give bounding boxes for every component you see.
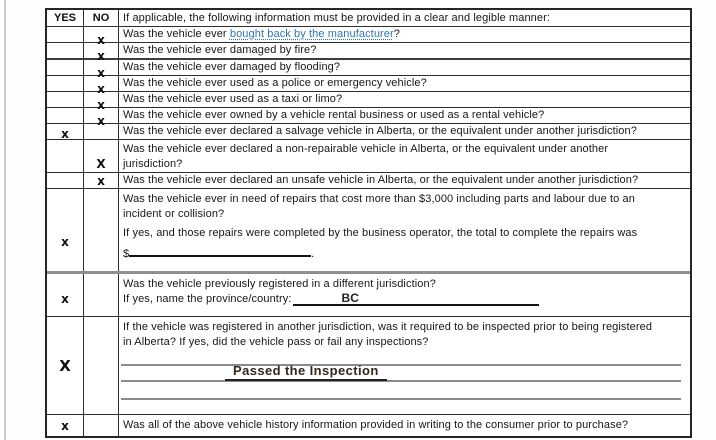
no-checkbox-cell[interactable] (84, 27, 119, 47)
question-text: Was the vehicle ever declared a salvage vehicle in Alberta, or the equivalent under another jurisdiction? (123, 125, 637, 137)
question-text: Was the vehicle ever used as a police or emergency vehicle? (123, 77, 427, 89)
header-instruction: If applicable, the following information must be provided in a clear and legible manner: (123, 11, 551, 24)
no-checkbox-cell[interactable] (84, 415, 119, 436)
province-answer-field[interactable] (293, 292, 539, 306)
table-row-inspection (47, 317, 690, 415)
question-text: Was the vehicle ever damaged by flooding? (123, 61, 341, 73)
table-row-rental (47, 108, 690, 128)
yes-checkbox-cell[interactable] (47, 140, 84, 172)
table-row-salvage (47, 124, 690, 140)
yes-check-mark: x (61, 126, 69, 141)
question-text: Was the vehicle ever owned by a vehicle rental business or used as a rental vehicle? (123, 109, 545, 121)
yes-checkbox-cell[interactable] (47, 43, 84, 58)
dollar-sign: $ (123, 248, 130, 260)
yes-check-mark: x (61, 292, 69, 306)
yes-checkbox-cell[interactable] (47, 27, 84, 42)
no-checkbox-cell[interactable] (84, 173, 119, 188)
yes-checkbox-cell[interactable] (47, 274, 84, 316)
no-check-mark: x (97, 48, 105, 63)
header-no: NO (84, 10, 119, 26)
table-row-bought-back (47, 27, 690, 47)
no-check-mark: X (96, 157, 106, 171)
no-checkbox-cell[interactable] (84, 189, 119, 271)
table-row-non-repairable (47, 140, 690, 173)
question-text: Was all of the above vehicle history information provided in writing to the consumer prior to purchase? (123, 419, 629, 431)
table-row-prev-registered (47, 274, 690, 317)
yes-checkbox-cell[interactable] (47, 173, 84, 188)
yes-checkbox-cell[interactable] (47, 124, 84, 139)
page-edge-divider (4, 0, 6, 440)
question-text: Was the vehicle ever in need of repairs that cost more than $3,000 including parts and labour due to an incident or collision? (123, 193, 635, 220)
vehicle-history-table (45, 8, 692, 438)
header-yes: YES (47, 10, 84, 26)
no-checkbox-cell[interactable] (84, 317, 119, 414)
no-checkbox-cell[interactable] (84, 274, 119, 316)
no-check-mark: x (97, 97, 105, 112)
ruled-answer-line-1[interactable] (121, 364, 681, 366)
table-row-unsafe (47, 173, 690, 189)
question-text-2: If yes, and those repairs were completed by the business operator, the total to complete the repairs was (123, 227, 638, 239)
yes-checkbox-cell[interactable] (47, 189, 84, 271)
table-header-row (47, 10, 690, 27)
no-checkbox-cell[interactable] (84, 140, 119, 172)
repair-amount-line (123, 244, 686, 262)
table-row-flooding (47, 60, 690, 80)
yes-checkbox-cell[interactable] (47, 108, 84, 123)
table-row-taxi (47, 92, 690, 112)
no-check-mark: x (97, 81, 105, 96)
table-row-police (47, 76, 690, 96)
question-text: Was the vehicle ever damaged by fire? (123, 44, 317, 56)
yes-checkbox-cell[interactable] (47, 415, 84, 436)
yes-checkbox-cell[interactable] (47, 60, 84, 75)
table-row-fire (47, 43, 690, 63)
yes-checkbox-cell[interactable] (47, 76, 84, 91)
question-text: Was the vehicle previously registered in a different jurisdiction? (123, 278, 436, 290)
repair-amount-blank-field[interactable] (129, 244, 311, 257)
yes-checkbox-cell[interactable] (47, 92, 84, 107)
yes-check-mark: X (59, 356, 71, 375)
inspection-answer-value: Passed the Inspection (225, 363, 387, 381)
table-row-writing (47, 415, 690, 436)
question-text: Was the vehicle ever declared an unsafe vehicle in Alberta, or the equivalent under another jurisdiction? (123, 174, 639, 186)
question-text: Was the vehicle ever used as a taxi or limo? (123, 93, 343, 105)
question-text: If the vehicle was registered in another jurisdiction, was it required to be inspected prior to being registered in Alberta? If yes, did the vehicle pass or fail any inspections? (123, 321, 653, 348)
table-row-repairs (47, 189, 690, 274)
question-text: Was the vehicle ever bought back by the manufacturer? (123, 28, 400, 40)
province-answer-value: BC (341, 291, 360, 305)
ruled-answer-line-3[interactable] (121, 398, 681, 400)
question-text: Was the vehicle ever declared a non-repairable vehicle in Alberta, or the equivalent under another jurisdiction? (123, 143, 609, 170)
no-check-mark: x (97, 32, 105, 47)
no-check-mark: x (97, 173, 105, 188)
manufacturer-buyback-link[interactable]: bought back by the manufacturer (229, 28, 394, 40)
yes-check-mark: x (61, 418, 69, 433)
ruled-answer-line-2[interactable] (121, 380, 681, 382)
province-prompt-line: If yes, name the province/country: BC (123, 292, 686, 307)
yes-checkbox-cell[interactable] (47, 317, 84, 414)
yes-check-mark: x (61, 235, 69, 249)
no-check-mark: x (97, 113, 105, 128)
no-check-mark: x (97, 65, 105, 80)
amount-period: . (311, 248, 315, 260)
